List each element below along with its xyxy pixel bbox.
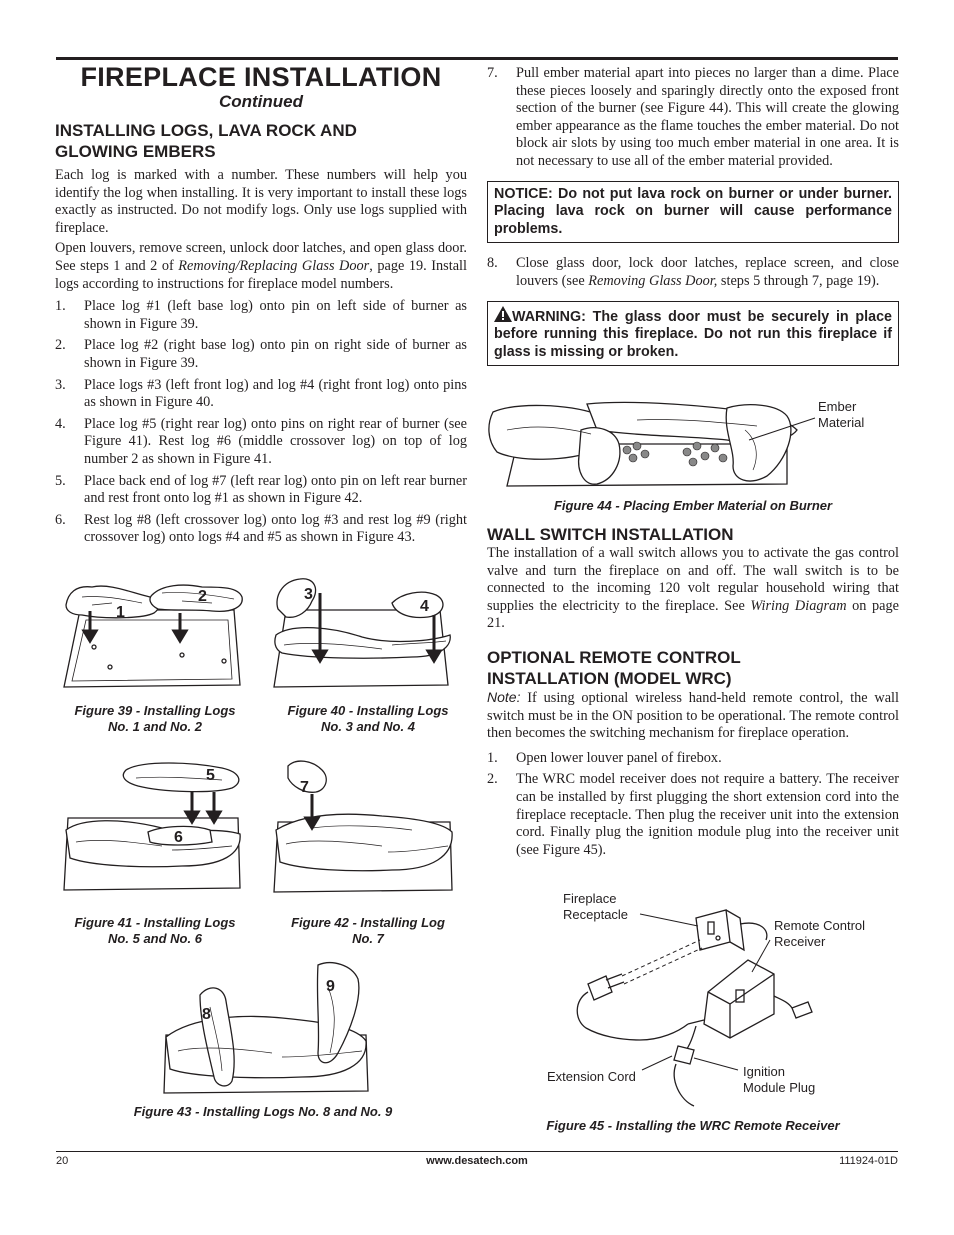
figure-39-illustration — [62, 575, 244, 697]
log-number-1: 1 — [116, 604, 125, 621]
logs-para1: Each log is marked with a number. These numbers will help you identify the log when installing. It is very important to install these logs exactly as instructed. Do not modify logs. Only use logs supplied with fireplace. — [55, 167, 467, 236]
burner-pin — [92, 645, 96, 649]
bottom-rule — [56, 1151, 898, 1152]
list-item — [487, 771, 899, 859]
extension-leader-line — [642, 1056, 672, 1070]
ignition-plug-socket — [774, 996, 812, 1018]
logs-heading-line2: GLOWING EMBERS — [55, 142, 216, 161]
base-logs-shape — [66, 821, 240, 867]
list-item — [55, 377, 467, 412]
front-crossover-log-shape — [579, 428, 620, 484]
logs-para2 — [55, 240, 467, 293]
step-number: 1. — [487, 749, 498, 766]
remote-note — [487, 689, 899, 743]
page-title: FIREPLACE INSTALLATION — [80, 62, 442, 92]
step-text: Place back end of log #7 (left rear log) onto pin on left rear burner and rest front onto log #1 as shown in Figure 42. — [84, 472, 467, 507]
step-number: 4. — [55, 415, 66, 432]
step-number: 2. — [487, 771, 498, 788]
logs-para2-b: , page 19. Install logs according to instructions for fireplace model numbers. — [55, 257, 468, 292]
step-text: steps 5 through 7, page 19). — [717, 272, 880, 289]
right-crossover-log-shape — [726, 405, 791, 481]
burner-tray — [72, 620, 232, 681]
list-item — [487, 255, 899, 290]
ember-piece — [693, 442, 701, 450]
note-label: Note: — [487, 688, 521, 705]
logs-para2-a: Open louvers, remove screen, unlock door latches, and open glass door. See steps 1 and 2 of — [55, 240, 467, 274]
arrow-head — [428, 651, 440, 661]
list-item — [55, 298, 467, 333]
caption-line: No. 5 and No. 6 — [108, 931, 202, 946]
figure-40-illustration — [272, 575, 454, 697]
receptacle-wire — [740, 923, 767, 940]
ignition-module-plug-label — [743, 1064, 815, 1096]
step-text: Place log #1 (left base log) onto pin on left side of burner as shown in Figure 39. — [84, 298, 467, 332]
label-line: Ember — [818, 399, 857, 414]
log-5-shape — [123, 763, 239, 792]
top-rule — [56, 57, 898, 60]
log-number-3: 3 — [304, 586, 313, 603]
list-item — [487, 65, 899, 171]
step-text: Rest log #8 (left crossover log) onto log #3 and rest log #9 (right crossover log) onto logs #4 and #5 as shown in Figure 43. — [84, 511, 467, 546]
arrow-head — [314, 651, 326, 661]
ember-material-label — [818, 399, 864, 431]
page-number: 20 — [56, 1155, 69, 1167]
step-text: Pull ember material apart into pieces no larger than a dime. Place these pieces loosely and sparingly directly onto the exposed front section of the burner (see Figure 44). This will create the glowing ember appearance as the flame touches the ember material. Do not block air slots by using too much ember material in one area. It is not necessary to use all of the ember material provided. — [516, 65, 899, 169]
logs-heading-line1: INSTALLING LOGS, LAVA ROCK AND — [55, 121, 357, 140]
connection-guide — [624, 948, 702, 984]
wall-switch-section — [487, 524, 899, 859]
label-line: Ignition — [743, 1064, 785, 1079]
ignition-module-plug — [674, 1046, 694, 1064]
step-number: 5. — [55, 472, 66, 489]
caption-line: Figure 39 - Installing Logs — [74, 703, 236, 718]
label-line: Module Plug — [743, 1080, 816, 1095]
figure-43-illustration — [162, 957, 370, 1097]
remote-heading-line2: INSTALLATION (MODEL WRC) — [487, 668, 732, 688]
log-number-4: 4 — [420, 598, 429, 615]
ember-piece — [633, 442, 641, 450]
label-line: Receiver — [774, 934, 826, 949]
log-1-shape — [66, 586, 159, 618]
wall-switch-heading: WALL SWITCH INSTALLATION — [487, 525, 734, 544]
arrow-head — [208, 812, 220, 822]
log-number-8: 8 — [202, 1006, 211, 1023]
remote-heading — [487, 647, 899, 689]
document-number: 111924-01D — [839, 1155, 898, 1167]
log-number-5: 5 — [206, 767, 215, 784]
ignition-cord — [674, 1064, 694, 1106]
log-steps-list — [55, 298, 467, 547]
figure-41-illustration — [62, 758, 244, 894]
warning-text: WARNING: The glass door must be securely in place before running this fireplace. Do not run this fireplace if glass is missing or broken. — [494, 308, 892, 360]
step-number: 1. — [55, 298, 66, 315]
fireplace-receptacle-label — [563, 891, 628, 923]
step-text: The WRC model receiver does not require a battery. The receiver can be installed by first plugging the short extension cord into the fireplace receptacle. Then plug the receiver unit into the extension cord. Finally plug the ignition module plug into the receiver unit (see Figure 45). — [516, 771, 899, 858]
caption-line: Figure 40 - Installing Logs — [287, 703, 449, 718]
caption-line: Figure 41 - Installing Logs — [74, 915, 236, 930]
caption-line: No. 7 — [352, 931, 384, 946]
label-line: Material — [818, 415, 865, 430]
note-text: If using optional wireless hand-held remote control, the wall switch must be in the ON position to be operational. The remote control then becomes the switching mechanism for fireplace operation. — [487, 689, 899, 742]
wall-switch-para-b: on page 21. — [487, 597, 900, 632]
installed-logs-shape — [276, 814, 452, 870]
ember-piece — [719, 454, 727, 462]
wall-switch-para-a: The installation of a wall switch allows you to activate the gas control valve and turn the fireplace on and off. The wall switch is to be connected to the incoming 120 volt regular household wiring that supplies the electricity to the fireplace. See — [487, 545, 899, 614]
receptacle-leader-line — [640, 914, 698, 926]
removing-glass-door-ref: Removing/Replacing Glass Door — [178, 257, 370, 274]
log-number-6: 6 — [174, 829, 183, 846]
fireplace-receptacle — [696, 910, 730, 950]
remote-receiver-label — [774, 918, 865, 950]
step-number: 8. — [487, 255, 498, 272]
burner-pin — [180, 653, 184, 657]
step-text: Place log #5 (right rear log) onto pins on right rear of burner (see Figure 41). Rest log #6 (middle crossover log) on top of log number 2 as shown in Figure 41. — [84, 415, 467, 467]
caption-line: No. 3 and No. 4 — [321, 719, 415, 734]
remote-receiver — [704, 960, 774, 1038]
figure-44-caption: Figure 44 - Placing Ember Material on Burner — [553, 498, 833, 513]
caption-line: Figure 42 - Installing Log — [291, 915, 445, 930]
arrow-head — [174, 631, 186, 641]
figure-43-caption: Figure 43 - Installing Logs No. 8 and No. 9 — [133, 1104, 393, 1119]
log-4-shape — [392, 592, 443, 617]
step-number: 6. — [55, 511, 66, 528]
arrow-head — [186, 812, 198, 822]
figure-42-caption — [268, 915, 468, 947]
ember-steps-list — [487, 65, 899, 171]
log-number-9: 9 — [326, 978, 335, 995]
door-steps-list — [487, 255, 899, 290]
step-number: 7. — [487, 65, 498, 81]
connection-guide — [622, 940, 700, 976]
list-item — [487, 750, 899, 768]
log-number-2: 2 — [198, 588, 207, 605]
warning-box — [487, 301, 899, 367]
warning-icon — [494, 306, 512, 322]
burner-pin — [222, 659, 226, 663]
burner-pin — [108, 665, 112, 669]
ember-piece — [623, 446, 631, 454]
list-item — [55, 512, 467, 547]
figure-40-caption — [268, 703, 468, 735]
footer-url[interactable]: www.desatech.com — [426, 1155, 528, 1167]
step-number: 3. — [55, 376, 66, 393]
step-number: 2. — [55, 337, 66, 354]
label-line: Receptacle — [563, 907, 629, 922]
list-item — [55, 473, 467, 508]
ignition-leader-line — [694, 1058, 738, 1070]
ember-piece — [689, 458, 697, 466]
figure-39-caption — [55, 703, 255, 735]
left-column — [55, 62, 467, 547]
extension-cord-label: Extension Cord — [547, 1069, 636, 1084]
step-text: Place log #2 (right base log) onto pin on right side of burner as shown in Figure 39. — [84, 337, 467, 371]
ember-piece — [711, 444, 719, 452]
arrow-head — [84, 631, 96, 641]
remote-heading-line1: OPTIONAL REMOTE CONTROL — [487, 647, 741, 667]
remote-steps-list — [487, 750, 899, 860]
wiring-diagram-ref: Wiring Diagram — [750, 597, 847, 614]
figure-42-illustration — [272, 756, 456, 896]
list-item — [55, 416, 467, 469]
notice-box: NOTICE: Do not put lava rock on burner or under burner. Placing lava rock on burner will cause performance problems. — [487, 181, 899, 244]
step-text: Place logs #3 (left front log) and log #4 (right front log) onto pins as shown in Figure 40. — [84, 376, 467, 411]
wall-switch-para — [487, 545, 899, 633]
figure-41-caption — [55, 915, 255, 947]
figure-45-caption: Figure 45 - Installing the WRC Remote Receiver — [546, 1118, 840, 1133]
ember-piece — [641, 450, 649, 458]
label-line: Remote Control — [774, 918, 866, 933]
right-column — [487, 65, 899, 366]
ember-piece — [701, 452, 709, 460]
label-line: Fireplace — [563, 891, 617, 906]
ember-piece — [683, 448, 691, 456]
removing-glass-door-ref: Removing Glass Door, — [588, 272, 718, 289]
ember-piece — [629, 454, 637, 462]
page-subtitle: Continued — [218, 92, 304, 111]
logs-heading — [55, 120, 467, 162]
log-number-7: 7 — [300, 779, 309, 796]
list-item — [55, 337, 467, 372]
step-text: Open lower louver panel of firebox. — [516, 749, 722, 766]
caption-line: No. 1 and No. 2 — [108, 719, 202, 734]
step-text: Close glass door, lock door latches, replace screen, and close louvers (see — [516, 255, 899, 289]
